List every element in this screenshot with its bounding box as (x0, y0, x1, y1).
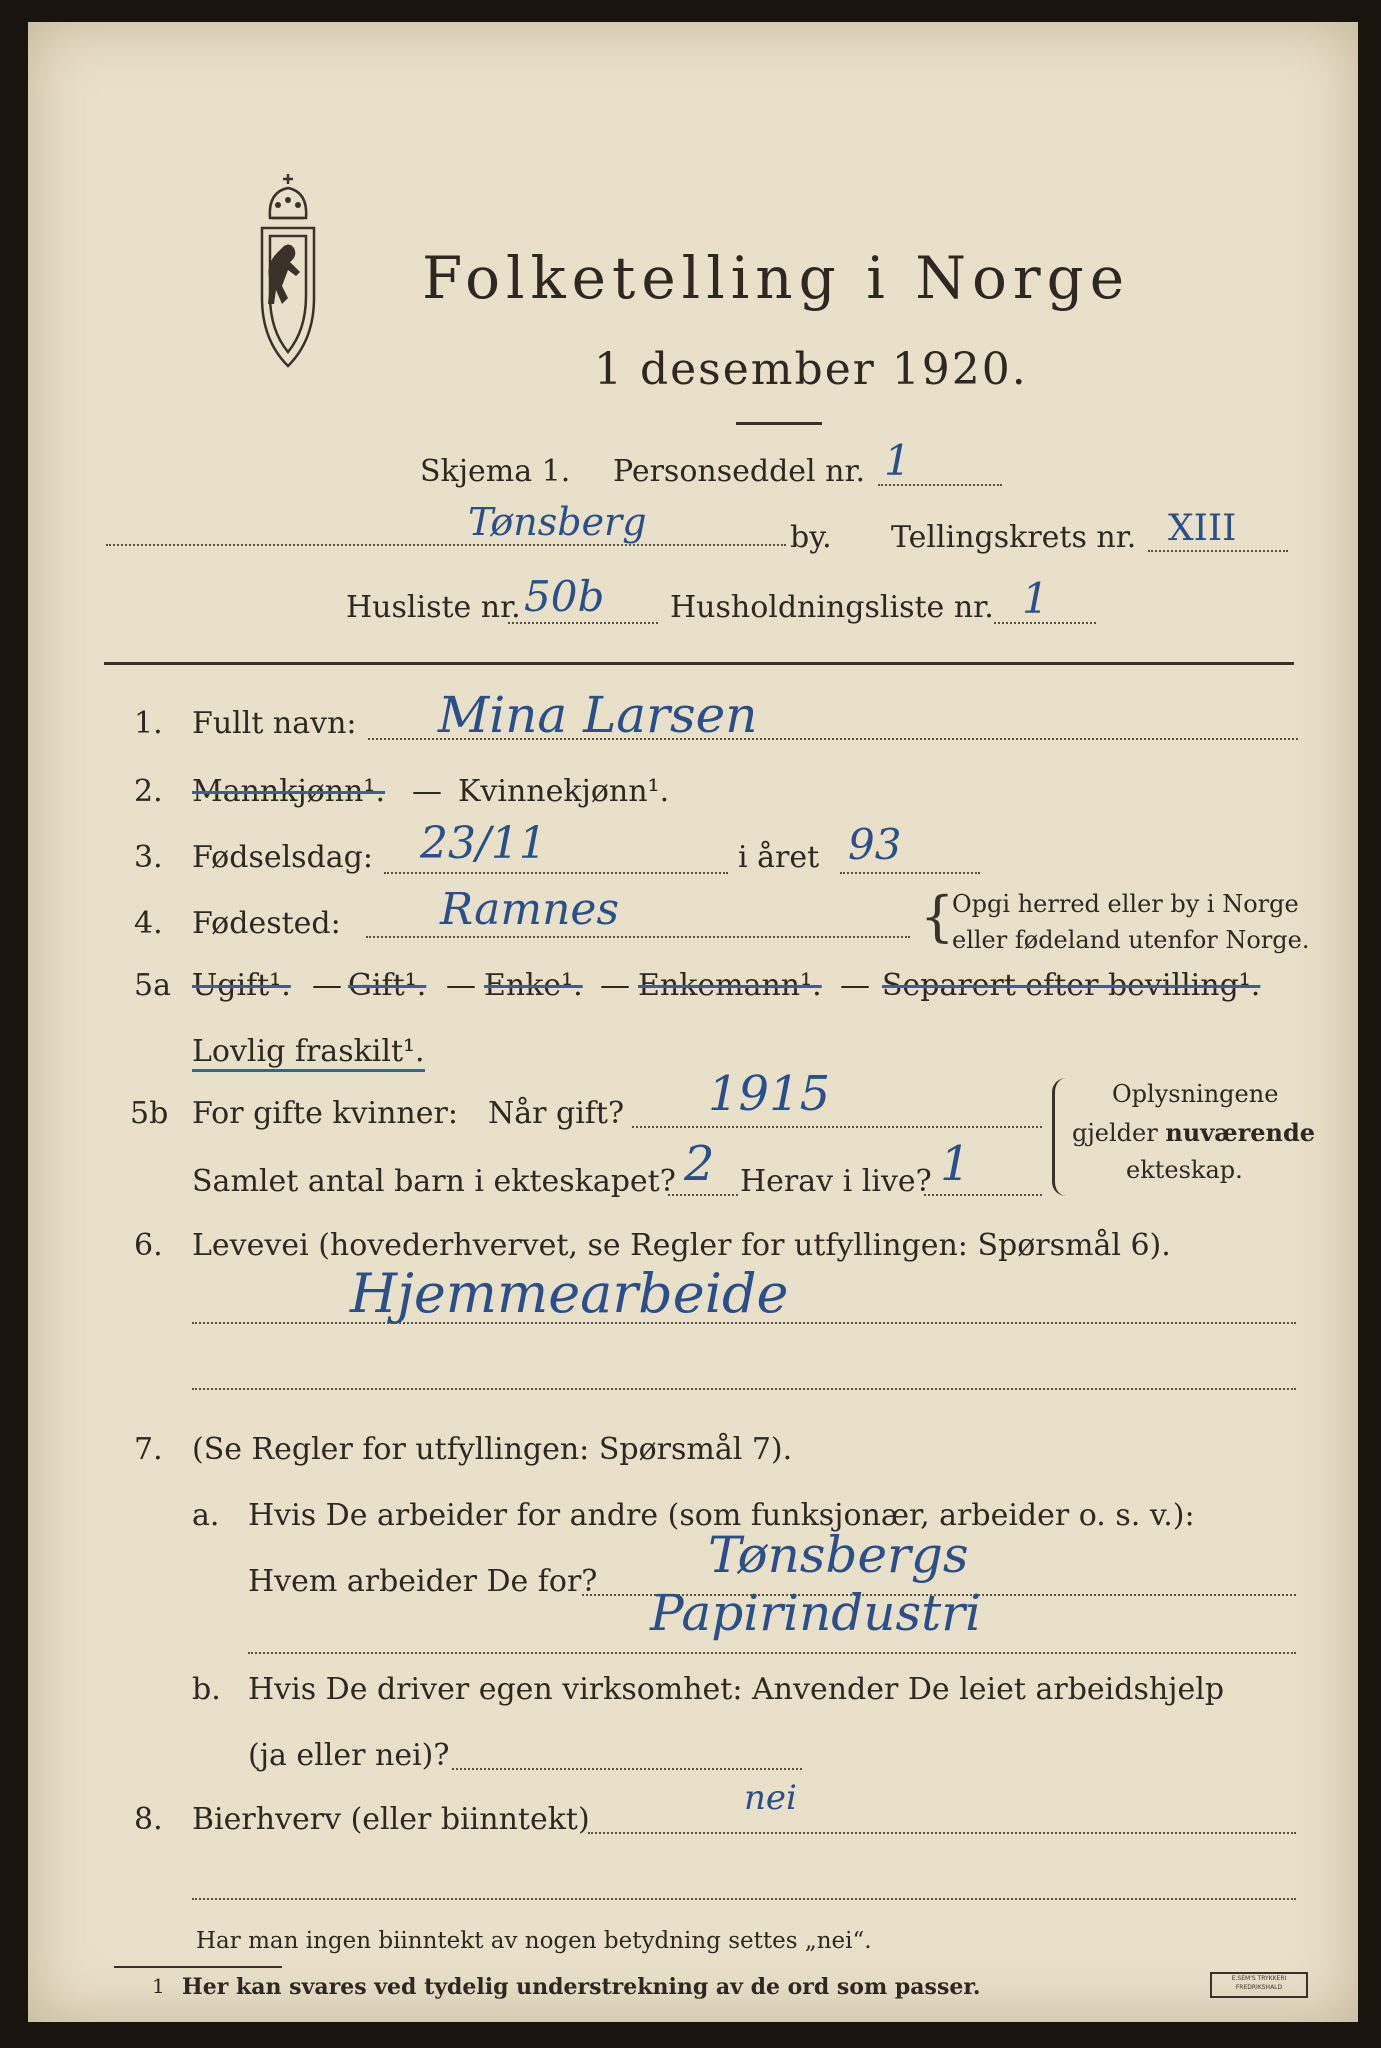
q5a-enke: Enke¹. (484, 968, 583, 1003)
q2-kvinnekjonn: Kvinnekjønn¹. (458, 774, 670, 809)
q5b-note-line2 (1072, 1118, 1315, 1147)
city-line (106, 544, 786, 546)
header-divider (104, 662, 1294, 665)
q1-number: 1. (134, 706, 163, 741)
q5b-children-label: Samlet antal barn i ekteskapet? (192, 1164, 676, 1199)
q1-name-value: Mina Larsen (438, 686, 758, 744)
city-label: by. (790, 520, 832, 555)
q6-line2 (192, 1388, 1296, 1390)
q7a-question: Hvem arbeider De for? (248, 1564, 598, 1599)
q3-year-line (840, 872, 980, 874)
q4-number: 4. (134, 906, 163, 941)
footnote-number: 1 (152, 1974, 165, 1998)
q1-line (368, 738, 1298, 740)
q2-number: 2. (134, 774, 163, 809)
q3-number: 3. (134, 840, 163, 875)
title-divider (736, 422, 822, 425)
q7a-text: Hvis De arbeider for andre (som funksjonær, arbeider o. s. v.): (248, 1498, 1195, 1533)
q3-year-label: i året (738, 840, 820, 875)
q5b-alive-label: Herav i live? (740, 1164, 932, 1199)
q5a-enkemann: Enkemann¹. (638, 968, 822, 1003)
q2-separator: — (412, 774, 442, 809)
q5b-note-nuvaerende: nuværende (1165, 1118, 1316, 1147)
q5a-fraskilt: Lovlig fraskilt¹. (192, 1034, 425, 1072)
q5b-children-value: 2 (684, 1136, 715, 1192)
q8-line2 (192, 1898, 1296, 1900)
q3-year-value: 93 (848, 820, 902, 869)
husliste-line (508, 622, 658, 624)
q7b-text: Hvis De driver egen virksomhet: Anvender De leiet arbeidshjelp (248, 1672, 1225, 1707)
q8-label: Bierhverv (eller biinntekt) (192, 1802, 590, 1837)
q1-label: Fullt navn: (192, 706, 357, 741)
husholdning-label: Husholdningsliste nr. (670, 590, 994, 625)
q5b-note-gjelder: gjelder (1072, 1119, 1166, 1147)
footnote-text: Her kan svares ved tydelig understrekning av de ord som passer. (182, 1974, 981, 2000)
q5a-dash2: — (446, 968, 476, 1003)
q6-label: Levevei (hovederhvervet, se Regler for utfyllingen: Spørsmål 6). (192, 1228, 1171, 1263)
q7b-letter: b. (192, 1672, 221, 1707)
q5a-ugift: Ugift¹. (192, 968, 291, 1003)
q3-birthday-value: 23/11 (420, 818, 547, 869)
q6-number: 6. (134, 1228, 163, 1263)
q5b-alive-value: 1 (940, 1136, 971, 1192)
q3-label: Fødselsdag: (192, 840, 373, 875)
husholdning-value: 1 (1022, 574, 1049, 623)
tellingskrets-line (1148, 550, 1288, 552)
q6-line1 (192, 1322, 1296, 1324)
q7a-employer-value-line2: Papirindustri (650, 1584, 982, 1642)
personseddel-line (878, 484, 1002, 486)
q7-label: (Se Regler for utfyllingen: Spørsmål 7). (192, 1432, 793, 1467)
q7b-question: (ja eller nei)? (248, 1738, 450, 1773)
q4-line (366, 936, 910, 938)
printer-stamp: E.SEM'S TRYKKERI FREDRIKSHALD (1210, 1972, 1308, 1998)
husliste-value: 50b (524, 572, 605, 621)
footer-note: Har man ingen biinntekt av nogen betydning settes „nei“. (196, 1928, 872, 1954)
q5b-alive-line (924, 1194, 1042, 1196)
q4-note-line1: Opgi herred eller by i Norge (952, 890, 1299, 918)
q5a-dash1: — (312, 968, 342, 1003)
q8-number: 8. (134, 1802, 163, 1837)
q5a-separert: Separert efter bevilling¹. (882, 968, 1261, 1003)
q8-value: nei (744, 1778, 797, 1818)
city-value: Tønsberg (468, 500, 647, 544)
personseddel-label: Personseddel nr. (613, 454, 866, 489)
q5b-number: 5b (130, 1096, 169, 1131)
q5b-bracket (1052, 1078, 1069, 1196)
q3-line (384, 872, 728, 874)
husholdning-line (994, 622, 1096, 624)
q7-number: 7. (134, 1432, 163, 1467)
tellingskrets-label: Tellingskrets nr. (891, 520, 1137, 555)
q5a-gift: Gift¹. (348, 968, 427, 1003)
census-form-sheet (28, 22, 1358, 2022)
tellingskrets-value: XIII (1168, 508, 1237, 549)
q7a-employer-value-line1: Tønsbergs (708, 1526, 969, 1584)
q5b-when-label: Når gift? (488, 1096, 625, 1131)
q5a-dash4: — (840, 968, 870, 1003)
footnote-divider (114, 1966, 282, 1968)
q5b-children-line (668, 1194, 738, 1196)
q5a-number: 5a (134, 968, 171, 1003)
q7b-line (452, 1768, 802, 1770)
q4-birthplace-value: Ramnes (440, 884, 620, 935)
q2-mannkjonn: Mannkjønn¹. (192, 774, 385, 809)
q7a-line2 (248, 1652, 1296, 1654)
skjema-label: Skjema 1. (420, 454, 571, 489)
census-date: 1 desember 1920. (594, 344, 1028, 395)
q5b-when-line (632, 1126, 1042, 1128)
form-title: Folketelling i Norge (422, 244, 1131, 312)
q4-brace: { (920, 885, 955, 948)
husliste-label: Husliste nr. (346, 590, 521, 625)
q7a-letter: a. (192, 1498, 220, 1533)
q5b-note-line3: ekteskap. (1126, 1156, 1243, 1184)
q5b-when-value: 1915 (708, 1066, 831, 1122)
q4-note-line2: eller fødeland utenfor Norge. (952, 926, 1310, 954)
coat-of-arms-icon (250, 170, 326, 375)
q5a-dash3: — (600, 968, 630, 1003)
personseddel-value: 1 (884, 436, 911, 485)
q5b-label: For gifte kvinner: (192, 1096, 458, 1131)
q8-line1 (588, 1832, 1296, 1834)
q4-label: Fødested: (192, 906, 341, 941)
q6-occupation-value: Hjemmearbeide (350, 1262, 789, 1325)
q5b-note-line1: Oplysningene (1112, 1080, 1279, 1108)
